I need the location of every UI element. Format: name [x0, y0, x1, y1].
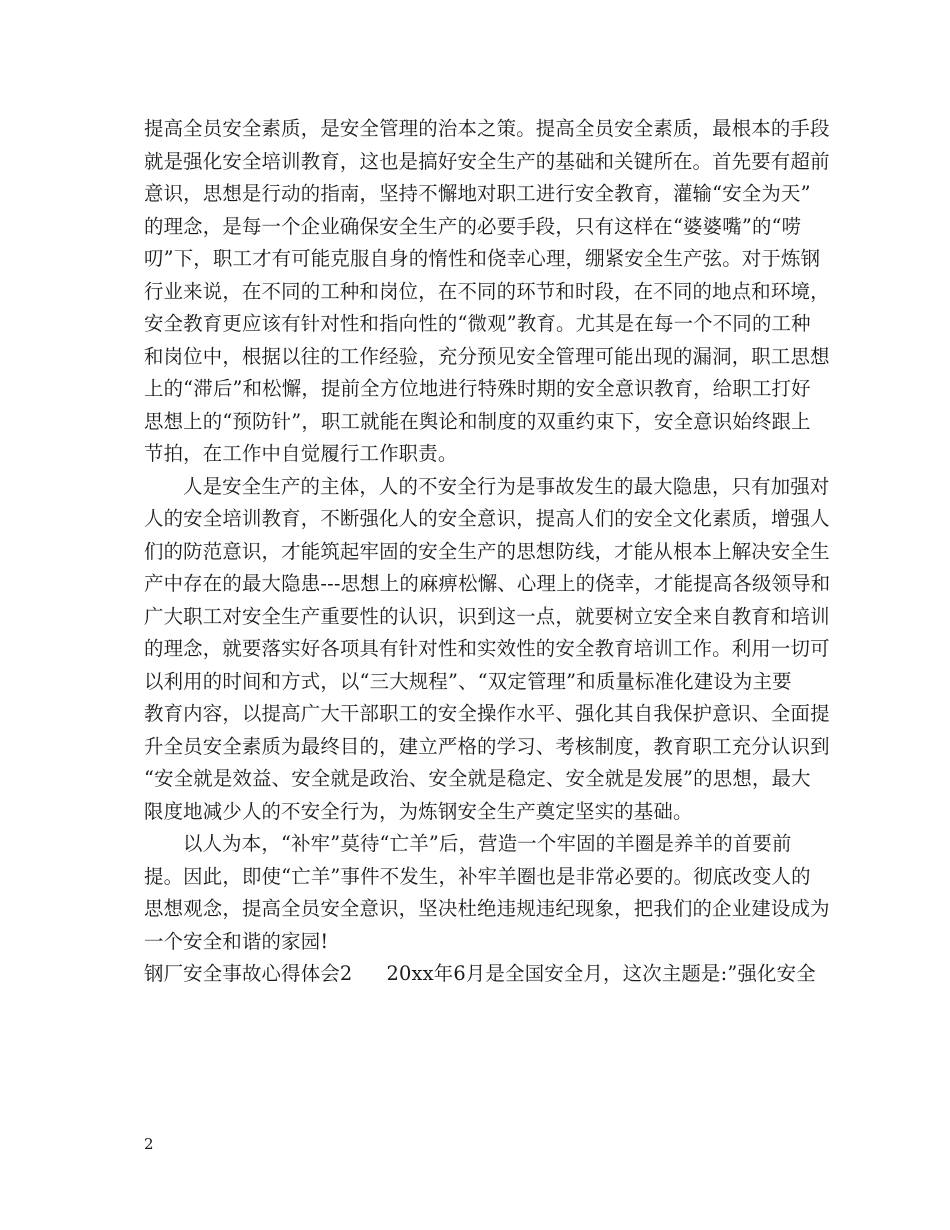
paragraph-2 — [144, 471, 831, 829]
text-line: 叨”下，职工才有可能克服自身的惰性和侥幸心理，绷紧安全生产弦。对于炼钢 — [144, 247, 821, 270]
text-line: 意识，思想是行动的指南，坚持不懈地对职工进行安全教育，灌输“安全为天” — [144, 182, 811, 205]
text-line: 思想观念，提高全员安全意识，坚决杜绝违规违纪现象，把我们的企业建设成为 — [144, 897, 830, 920]
text-line: 的理念，就要落实好各项具有针对性和实效性的安全教育培训工作。利用一切可 — [144, 637, 830, 660]
text-line: 提高全员安全素质，是安全管理的治本之策。提高全员安全素质，最根本的手段 — [144, 117, 830, 140]
text-line: 的理念，是每一个企业确保安全生产的必要手段，只有这样在“婆婆嘴”的“唠 — [144, 214, 802, 238]
text-line: 以人为本，“补牢”莫待“亡羊”后，营造一个牢固的羊圈是养羊的首要前 — [183, 832, 792, 855]
page-number: 2 — [144, 1135, 154, 1153]
text-line: 广大职工对安全生产重要性的认识，识到这一点，就要树立安全来自教育和培训 — [144, 604, 830, 628]
heading-continuation-text: 20xx年6月是全国安全月，这次主题是:”强化安全 — [386, 962, 816, 985]
text-line: 教育内容，以提高广大干部职工的安全操作水平、强化其自我保护意识、全面提 — [144, 702, 830, 725]
paragraph-1 — [144, 113, 830, 471]
text-line: “安全就是效益、安全就是政治、安全就是稳定、安全就是发展”的思想，最大 — [144, 767, 811, 790]
text-line: 行业来说，在不同的工种和岗位，在不同的环节和时段，在不同的地点和环境， — [144, 279, 830, 303]
text-line: 人是安全生产的主体，人的不安全行为是事故发生的最大隐患，只有加强对 — [183, 474, 830, 498]
text-line: 人的安全培训教育，不断强化人的安全意识，提高人们的安全文化素质，增强人 — [144, 507, 830, 530]
paragraph-3 — [144, 828, 830, 958]
text-line: 就是强化安全培训教育，这也是搞好安全生产的基础和关键所在。首先要有超前 — [144, 149, 830, 173]
section-heading: 钢厂安全事故心得体会2 — [144, 962, 353, 985]
text-line: 升全员安全素质为最终目的，建立严格的学习、考核制度，教育职工充分认识到 — [144, 734, 830, 758]
text-line: 限度地减少人的不安全行为，为炼钢安全生产奠定坚实的基础。 — [144, 799, 693, 823]
text-line: 思想上的“预防针”，职工就能在舆论和制度的双重约束下，安全意识始终跟上 — [144, 409, 811, 433]
text-line: 一个安全和谐的家园! — [144, 929, 329, 953]
text-line: 安全教育更应该有针对性和指向性的“微观”教育。尤其是在每一个不同的工种 — [144, 312, 811, 335]
text-line: 们的防范意识，才能筑起牢固的安全生产的思想防线，才能从根本上解决安全生 — [144, 539, 830, 563]
text-line: 节拍，在工作中自觉履行工作职责。 — [144, 442, 458, 465]
text-line: 提。因此，即使“亡羊”事件不发生，补牢羊圈也是非常必要的。彻底改变人的 — [144, 864, 811, 888]
text-line: 和岗位中，根据以往的工作经验，充分预见安全管理可能出现的漏洞，职工思想 — [144, 344, 830, 368]
section-heading-line — [144, 958, 816, 991]
document-body — [144, 113, 831, 991]
text-line: 以利用的时间和方式，以“三大规程”、“双定管理”和质量标准化建设为主要 — [144, 669, 792, 693]
text-line: 上的“滞后”和松懈，提前全方位地进行特殊时期的安全意识教育，给职工打好 — [144, 377, 811, 400]
text-line: 产中存在的最大隐患---思想上的麻痹松懈、心理上的侥幸，才能提高各级领导和 — [144, 572, 831, 595]
